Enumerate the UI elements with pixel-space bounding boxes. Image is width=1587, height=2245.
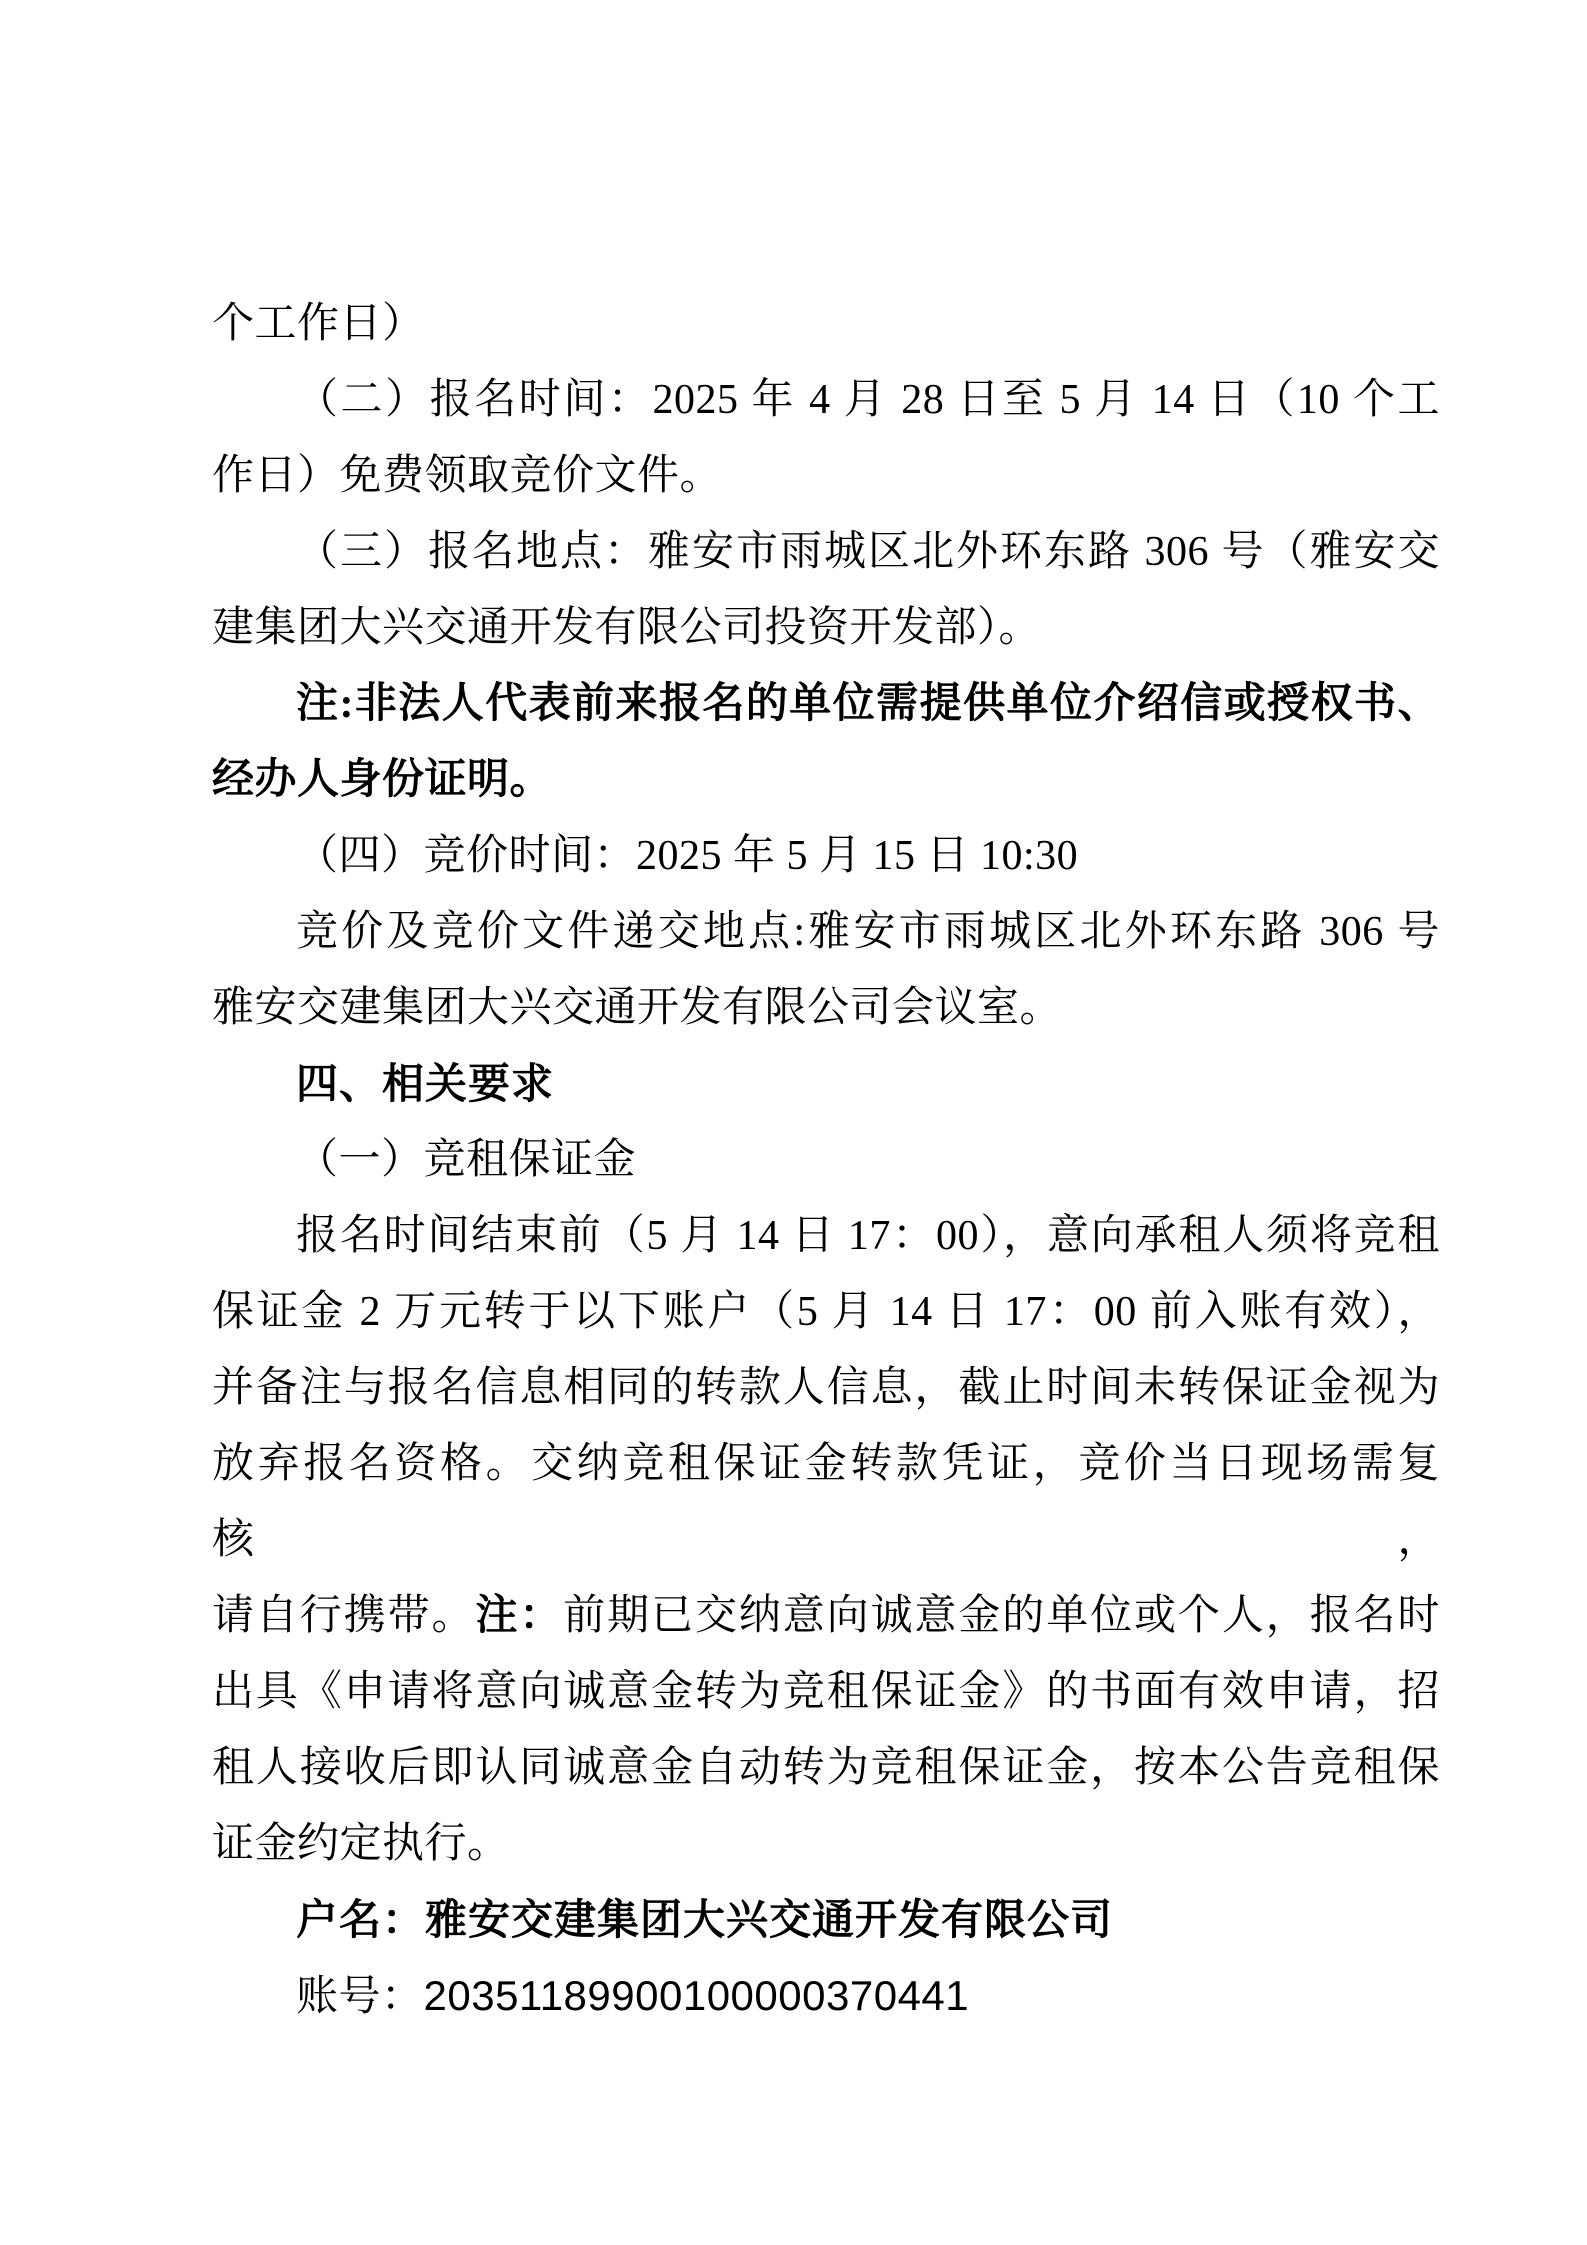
- account-number-label: 账号：: [296, 1974, 424, 2020]
- bidding-place-line-2: 雅安交建集团大兴交通开发有限公司会议室。: [212, 985, 1063, 1031]
- deposit-paragraph-line-5: [212, 1578, 1440, 1654]
- account-holder-line: 户名：雅安交建集团大兴交通开发有限公司: [296, 1896, 1114, 1943]
- deposit-paragraph-line-7: 租人接收后即认同诚意金自动转为竞租保证金，按本公告竞租保: [212, 1745, 1440, 1791]
- account-number-line: [212, 1958, 1440, 2035]
- registration-place-line-2: 建集团大兴交通开发有限公司投资开发部）。: [212, 605, 1042, 651]
- note-authorization-line-2: 经办人身份证明。: [212, 757, 553, 803]
- deposit-note-label: 注：: [475, 1593, 564, 1639]
- bidding-time-line: （四）竞价时间：2025 年 5 月 15 日 10:30: [296, 833, 1079, 879]
- deposit-note-pre: 请自行携带。: [212, 1593, 476, 1639]
- deposit-paragraph-line-3: 并备注与报名信息相同的转款人信息，截止时间未转保证金视为: [212, 1365, 1440, 1411]
- deposit-paragraph-line-8: 证金约定执行。: [212, 1821, 510, 1867]
- registration-time-line-1: （二）报名时间：2025 年 4 月 28 日至 5 月 14 日（10 个工: [296, 377, 1440, 423]
- note-authorization-line-1: 注:非法人代表前来报名的单位需提供单位介绍信或授权书、: [296, 681, 1440, 727]
- deposit-paragraph-line-4: 放弃报名资格。交纳竞租保证金转款凭证，竞价当日现场需复核，: [212, 1441, 1440, 1563]
- account-number-value: 20351189900100000370441: [423, 1972, 970, 2019]
- registration-time-line-2: 作日）免费领取竞价文件。: [212, 453, 723, 499]
- bidding-place-line-1: 竞价及竞价文件递交地点:雅安市雨城区北外环东路 306 号: [296, 909, 1440, 955]
- section-heading-related-requirements: 四、相关要求: [296, 1060, 555, 1107]
- document-body: [212, 286, 1440, 2035]
- deposit-paragraph-line-2: 保证金 2 万元转于以下账户（5 月 14 日 17：00 前入账有效），: [212, 1289, 1440, 1335]
- registration-place-line-1: （三）报名地点：雅安市雨城区北外环东路 306 号（雅安交: [296, 529, 1440, 575]
- subsection-heading-deposit: （一）竞租保证金: [296, 1137, 637, 1183]
- deposit-note-post: 前期已交纳意向诚意金的单位或个人，报名时: [563, 1593, 1440, 1639]
- deposit-paragraph-line-1: 报名时间结束前（5 月 14 日 17：00），意向承租人须将竞租: [296, 1213, 1440, 1259]
- deposit-paragraph-line-6: 出具《申请将意向诚意金转为竞租保证金》的书面有效申请，招: [212, 1669, 1440, 1715]
- paragraph-continuation-line: 个工作日）: [212, 301, 425, 347]
